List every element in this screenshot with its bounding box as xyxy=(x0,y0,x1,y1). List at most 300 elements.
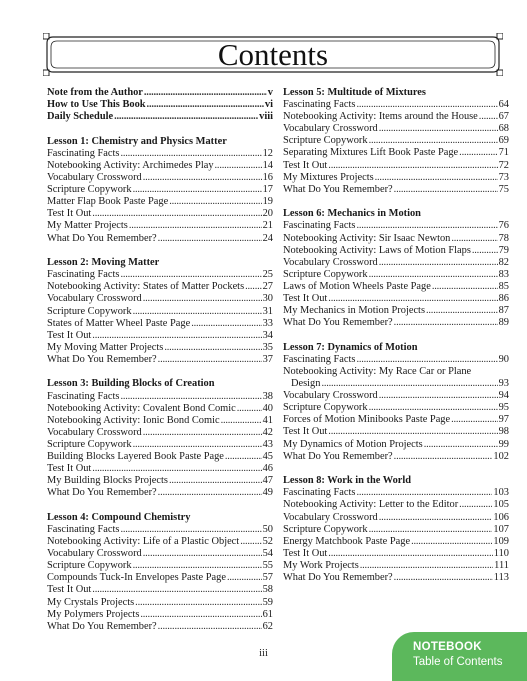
entry-page: viii xyxy=(259,111,273,123)
entry-label: Test It Out xyxy=(283,293,328,304)
toc-entry[interactable] xyxy=(283,172,509,184)
dot-leader xyxy=(92,463,261,475)
entry-label: Notebooking Activity: Archimedes Play xyxy=(47,159,214,171)
entry-page: 16 xyxy=(262,172,273,184)
entry-label: Notebooking Activity: Life of a Plastic Object xyxy=(47,536,240,548)
toc-entry[interactable] xyxy=(47,172,273,184)
entry-page: 20 xyxy=(262,208,273,220)
entry-page: 24 xyxy=(262,232,273,244)
entry-label: Notebooking Activity: States of Matter Pockets xyxy=(47,281,245,293)
entry-label: My Matter Projects xyxy=(47,220,128,232)
entry-label: What Do You Remember? xyxy=(47,487,157,499)
entry-label: What Do You Remember? xyxy=(283,183,393,195)
lesson-section xyxy=(47,512,273,633)
dot-leader xyxy=(356,220,497,232)
dot-leader xyxy=(133,184,262,196)
dot-leader xyxy=(472,245,498,257)
entry-label: Fascinating Facts xyxy=(283,99,356,111)
contents-left-column xyxy=(47,87,273,645)
entry-page: 17 xyxy=(262,184,273,196)
toc-entry[interactable] xyxy=(283,220,509,232)
toc-entry[interactable] xyxy=(283,536,509,548)
dot-leader xyxy=(411,536,492,548)
dot-leader xyxy=(143,293,262,305)
front-matter xyxy=(47,87,273,123)
entry-page: 62 xyxy=(262,620,273,632)
toc-entry[interactable] xyxy=(47,609,273,621)
toc-entry[interactable] xyxy=(47,403,273,415)
entry-label: Scripture Copywork xyxy=(47,184,132,196)
toc-entry[interactable] xyxy=(47,269,273,281)
left-lessons xyxy=(47,136,273,633)
dot-leader xyxy=(225,451,262,463)
dot-leader xyxy=(133,439,262,451)
dot-leader xyxy=(394,317,498,329)
entry-label: Test It Out xyxy=(283,547,328,559)
entry-label: Notebooking Activity: Sir Isaac Newton xyxy=(283,232,451,244)
dot-leader xyxy=(356,487,492,499)
entry-label: Fascinating Facts xyxy=(47,147,120,159)
entry-label: Matter Flap Book Paste Page xyxy=(47,196,169,208)
dot-leader xyxy=(394,451,493,463)
dot-leader xyxy=(237,403,262,415)
dot-leader xyxy=(356,99,497,111)
toc-entry[interactable] xyxy=(283,184,509,196)
entry-page: 75 xyxy=(498,183,509,195)
entry-label: Energy Matchbook Paste Page xyxy=(283,535,411,547)
dot-leader xyxy=(328,548,493,560)
entry-page: 25 xyxy=(262,269,273,281)
dot-leader xyxy=(240,536,261,548)
dot-leader xyxy=(432,281,498,293)
dot-leader xyxy=(140,609,261,621)
entry-label: My Mechanics in Motion Projects xyxy=(283,305,425,317)
dot-leader xyxy=(356,354,497,366)
dot-leader xyxy=(451,414,498,426)
entry-label: States of Matter Wheel Paste Page xyxy=(47,317,191,329)
entry-page: 113 xyxy=(493,571,509,583)
toc-entry[interactable] xyxy=(283,123,509,135)
entry-page: 99 xyxy=(498,438,509,450)
entry-label: Fascinating Facts xyxy=(283,487,356,499)
entry-label: Laws of Motion Wheels Paste Page xyxy=(283,280,431,292)
entry-label: Fascinating Facts xyxy=(47,524,120,535)
toc-entry[interactable] xyxy=(47,111,273,123)
lesson-section xyxy=(47,257,273,366)
dot-leader xyxy=(451,233,497,245)
dot-leader xyxy=(328,426,497,438)
toc-entry[interactable] xyxy=(283,317,509,329)
entry-page: 61 xyxy=(262,608,273,620)
entry-page: 14 xyxy=(262,159,273,171)
entry-label: My Crystals Projects xyxy=(47,596,135,608)
toc-entry[interactable] xyxy=(283,99,509,111)
entry-label: Fascinating Facts xyxy=(47,390,120,402)
entry-label: Scripture Copywork xyxy=(47,305,132,317)
dot-leader xyxy=(144,87,267,99)
entry-page: 89 xyxy=(498,317,509,329)
toc-entry[interactable] xyxy=(47,293,273,305)
toc-entry[interactable] xyxy=(47,99,273,111)
dot-leader xyxy=(426,305,498,317)
dot-leader xyxy=(158,487,262,499)
dot-leader xyxy=(459,147,497,159)
dot-leader xyxy=(92,330,261,342)
dot-leader xyxy=(394,572,493,584)
toc-entry[interactable] xyxy=(283,560,509,572)
entry-page: 58 xyxy=(262,584,273,596)
entry-page: 87 xyxy=(498,305,509,317)
entry-page: 35 xyxy=(262,341,273,353)
entry-page: 93 xyxy=(498,378,509,390)
dot-leader xyxy=(169,196,261,208)
toc-entry[interactable] xyxy=(47,536,273,548)
toc-entry[interactable] xyxy=(47,597,273,609)
entry-label: Scripture Copywork xyxy=(283,135,368,147)
toc-entry[interactable] xyxy=(283,269,509,281)
toc-entry[interactable] xyxy=(47,487,273,499)
toc-entry[interactable] xyxy=(47,342,273,354)
lesson-heading: Lesson 2: Moving Matter xyxy=(47,257,160,269)
toc-entry[interactable] xyxy=(283,366,509,390)
entry-label: Notebooking Activity: Ionic Bond Comic xyxy=(47,414,220,426)
dot-leader xyxy=(120,269,261,281)
entry-label: Note from the Author xyxy=(47,87,143,98)
entry-page: 73 xyxy=(498,171,509,183)
toc-entry[interactable] xyxy=(283,233,509,245)
entry-page: 27 xyxy=(262,281,273,293)
dot-leader xyxy=(424,439,498,451)
entry-label: Scripture Copywork xyxy=(283,402,368,414)
entry-page: 43 xyxy=(262,438,273,450)
dot-leader xyxy=(120,524,261,536)
toc-entry[interactable] xyxy=(47,160,273,172)
right-lessons xyxy=(283,87,509,584)
toc-entry[interactable] xyxy=(283,572,509,584)
entry-page: 103 xyxy=(493,487,509,499)
entry-page: 94 xyxy=(498,390,509,402)
entry-page: 95 xyxy=(498,402,509,414)
section-tab xyxy=(392,632,527,681)
tab-label-notebook: NOTEBOOK xyxy=(413,641,482,653)
entry-page: 71 xyxy=(498,147,509,159)
toc-entry[interactable] xyxy=(47,354,273,366)
dot-leader xyxy=(379,257,498,269)
lesson-section xyxy=(283,87,509,196)
entry-page: 98 xyxy=(498,426,509,438)
dot-leader xyxy=(459,499,492,511)
lesson-heading: Lesson 6: Mechanics in Motion xyxy=(283,208,421,220)
entry-label: What Do You Remember? xyxy=(283,317,393,329)
tab-label-section: Table of Contents xyxy=(413,656,503,668)
entry-label: Vocabulary Crossword xyxy=(283,511,378,523)
entry-label: Daily Schedule xyxy=(47,111,114,123)
entry-label: Scripture Copywork xyxy=(283,268,368,280)
entry-label: Vocabulary Crossword xyxy=(47,548,142,560)
dot-leader xyxy=(328,160,497,172)
entry-page: 64 xyxy=(498,99,509,111)
dot-leader xyxy=(215,160,262,172)
entry-page: 79 xyxy=(498,244,509,256)
entry-label: Notebooking Activity: Items around the House xyxy=(283,111,478,123)
entry-page: 85 xyxy=(498,280,509,292)
entry-label: Notebooking Activity: My Race Car or Plane xyxy=(283,365,472,377)
entry-page: 31 xyxy=(262,305,273,317)
dot-leader xyxy=(221,415,262,427)
toc-entry[interactable] xyxy=(47,318,273,330)
entry-page: 59 xyxy=(262,596,273,608)
entry-label: Fascinating Facts xyxy=(47,269,120,281)
entry-page: 109 xyxy=(493,535,509,547)
entry-label: Forces of Motion Minibooks Paste Page xyxy=(283,414,451,426)
lesson-section xyxy=(47,136,273,245)
page-title: Contents xyxy=(217,37,329,72)
toc-entry[interactable] xyxy=(283,487,509,499)
entry-label: What Do You Remember? xyxy=(283,450,393,462)
lesson-section xyxy=(283,208,509,329)
toc-entry[interactable] xyxy=(283,402,509,414)
entry-page: 12 xyxy=(262,147,273,159)
dot-leader xyxy=(379,512,493,524)
dot-leader xyxy=(164,342,261,354)
entry-page: 67 xyxy=(498,111,509,123)
entry-label: Test It Out xyxy=(47,584,92,596)
entry-page: 55 xyxy=(262,560,273,572)
entry-page: 34 xyxy=(262,329,273,341)
entry-page: 46 xyxy=(262,463,273,475)
entry-label: Test It Out xyxy=(283,426,328,438)
toc-entry[interactable] xyxy=(283,548,509,560)
entry-label: My Polymers Projects xyxy=(47,608,140,620)
entry-page: 52 xyxy=(262,536,273,548)
entry-page: 54 xyxy=(262,548,273,560)
dot-leader xyxy=(479,111,498,123)
entry-label-continuation: Design xyxy=(291,378,321,390)
entry-page: 49 xyxy=(262,487,273,499)
lesson-heading: Lesson 3: Building Blocks of Creation xyxy=(47,378,215,390)
dot-leader xyxy=(133,306,262,318)
dot-leader xyxy=(92,584,261,596)
entry-label: Fascinating Facts xyxy=(283,353,356,365)
dot-leader xyxy=(147,99,264,111)
entry-label: Vocabulary Crossword xyxy=(47,293,142,305)
entry-page: 105 xyxy=(493,499,509,511)
dot-leader xyxy=(369,402,498,414)
entry-label: What Do You Remember? xyxy=(47,620,157,632)
dot-leader xyxy=(143,427,262,439)
toc-entry[interactable] xyxy=(283,245,509,257)
dot-leader xyxy=(191,318,261,330)
entry-page: 33 xyxy=(262,317,273,329)
lesson-heading: Lesson 4: Compound Chemistry xyxy=(47,511,191,523)
entry-page: 45 xyxy=(262,451,273,463)
entry-page: 83 xyxy=(498,268,509,280)
dot-leader xyxy=(143,548,262,560)
toc-entry[interactable] xyxy=(283,160,509,172)
entry-label: Test It Out xyxy=(47,463,92,475)
entry-page: 19 xyxy=(262,196,273,208)
entry-page: 102 xyxy=(493,450,509,462)
entry-page: 41 xyxy=(262,414,273,426)
toc-entry[interactable] xyxy=(47,330,273,342)
entry-page: 111 xyxy=(494,559,509,571)
toc-entry[interactable] xyxy=(47,548,273,560)
toc-entry[interactable] xyxy=(47,427,273,439)
toc-entry[interactable] xyxy=(47,572,273,584)
entry-page: 30 xyxy=(262,293,273,305)
entry-label: Compounds Tuck-In Envelopes Paste Page xyxy=(47,572,226,584)
toc-entry[interactable] xyxy=(47,87,273,99)
entry-page: 47 xyxy=(262,475,273,487)
lesson-section xyxy=(283,475,509,584)
entry-label: Vocabulary Crossword xyxy=(283,256,378,268)
entry-page: 38 xyxy=(262,390,273,402)
entry-label: My Work Projects xyxy=(283,559,359,571)
entry-page: 72 xyxy=(498,159,509,171)
dot-leader xyxy=(129,220,262,232)
toc-entry[interactable] xyxy=(47,220,273,232)
toc-entry[interactable] xyxy=(283,524,509,536)
toc-entry[interactable] xyxy=(47,415,273,427)
dot-leader xyxy=(379,390,498,402)
toc-entry[interactable] xyxy=(47,463,273,475)
lesson-heading: Lesson 5: Multitude of Mixtures xyxy=(283,87,426,98)
toc-entry[interactable] xyxy=(47,560,273,572)
dot-leader xyxy=(369,269,498,281)
entry-page: 97 xyxy=(498,414,509,426)
entry-label: My Moving Matter Projects xyxy=(47,341,164,353)
entry-page: 90 xyxy=(498,353,509,365)
entry-page: 50 xyxy=(262,524,273,535)
entry-label: My Dynamics of Motion Projects xyxy=(283,438,423,450)
toc-entry[interactable] xyxy=(283,293,509,305)
entry-page: 21 xyxy=(262,220,273,232)
toc-entry[interactable] xyxy=(47,524,273,536)
toc-entry[interactable] xyxy=(47,391,273,403)
entry-page: 110 xyxy=(493,547,509,559)
entry-page: 82 xyxy=(498,256,509,268)
toc-entry[interactable] xyxy=(47,233,273,245)
toc-entry[interactable] xyxy=(47,148,273,160)
entry-page: 76 xyxy=(498,220,509,232)
toc-entry[interactable] xyxy=(283,147,509,159)
toc-entry[interactable] xyxy=(283,281,509,293)
toc-entry[interactable] xyxy=(47,621,273,633)
entry-continuation-row xyxy=(283,378,509,390)
entry-page: 86 xyxy=(498,293,509,304)
toc-entry[interactable] xyxy=(283,135,509,147)
entry-label: How to Use This Book xyxy=(47,99,146,111)
entry-label: Vocabulary Crossword xyxy=(283,123,378,135)
contents-right-column xyxy=(283,87,509,597)
entry-label: Notebooking Activity: Letter to the Editor xyxy=(283,499,459,511)
entry-label: Notebooking Activity: Laws of Motion Flaps xyxy=(283,244,471,256)
toc-entry[interactable] xyxy=(283,257,509,269)
dot-leader xyxy=(120,148,261,160)
entry-page: 57 xyxy=(262,572,273,584)
toc-entry[interactable] xyxy=(283,451,509,463)
toc-entry[interactable] xyxy=(283,426,509,438)
toc-entry[interactable] xyxy=(47,196,273,208)
lesson-section xyxy=(283,342,509,463)
entry-label: Vocabulary Crossword xyxy=(47,426,142,438)
entry-page: 42 xyxy=(262,426,273,438)
dot-leader xyxy=(394,184,498,196)
dot-leader xyxy=(92,208,261,220)
lesson-heading: Lesson 8: Work in the World xyxy=(283,475,412,487)
entry-label: What Do You Remember? xyxy=(47,232,157,244)
entry-label: My Building Blocks Projects xyxy=(47,475,168,487)
toc-entry[interactable] xyxy=(47,475,273,487)
dot-leader xyxy=(158,621,262,633)
entry-label: Notebooking Activity: Covalent Bond Comic xyxy=(47,402,236,414)
dot-leader xyxy=(135,597,261,609)
toc-entry[interactable] xyxy=(283,305,509,317)
entry-page: 68 xyxy=(498,123,509,135)
entry-page: 106 xyxy=(493,511,509,523)
entry-label: Scripture Copywork xyxy=(47,560,132,572)
entry-label: Vocabulary Crossword xyxy=(47,172,142,184)
dot-leader xyxy=(321,378,497,390)
dot-leader xyxy=(375,172,498,184)
entry-label: Scripture Copywork xyxy=(47,438,132,450)
entry-label: Vocabulary Crossword xyxy=(283,390,378,402)
dot-leader xyxy=(369,135,498,147)
dot-leader xyxy=(227,572,262,584)
dot-leader xyxy=(120,391,261,403)
lesson-heading: Lesson 1: Chemistry and Physics Matter xyxy=(47,135,227,147)
toc-entry[interactable] xyxy=(47,584,273,596)
dot-leader xyxy=(158,233,262,245)
entry-page: 107 xyxy=(493,523,509,535)
toc-entry[interactable] xyxy=(47,281,273,293)
dot-leader xyxy=(369,524,493,536)
dot-leader xyxy=(360,560,493,572)
toc-entry[interactable] xyxy=(47,439,273,451)
entry-label: Scripture Copywork xyxy=(283,523,368,535)
toc-entry[interactable] xyxy=(47,451,273,463)
entry-page: 78 xyxy=(498,232,509,244)
dot-leader xyxy=(114,111,258,123)
dot-leader xyxy=(143,172,262,184)
toc-entry[interactable] xyxy=(47,306,273,318)
dot-leader xyxy=(379,123,498,135)
toc-entry[interactable] xyxy=(283,111,509,123)
entry-label: What Do You Remember? xyxy=(47,353,157,365)
entry-page: 37 xyxy=(262,353,273,365)
dot-leader xyxy=(169,475,262,487)
lesson-heading: Lesson 7: Dynamics of Motion xyxy=(283,341,418,353)
toc-entry[interactable] xyxy=(47,208,273,220)
dot-leader xyxy=(158,354,262,366)
lesson-section xyxy=(47,378,273,499)
toc-entry[interactable] xyxy=(47,184,273,196)
toc-entry[interactable] xyxy=(283,414,509,426)
toc-entry[interactable] xyxy=(283,499,509,511)
dot-leader xyxy=(245,281,262,293)
page-number: iii xyxy=(259,648,268,659)
dot-leader xyxy=(328,293,497,305)
entry-label: Test It Out xyxy=(47,329,92,341)
toc-entry[interactable] xyxy=(283,512,509,524)
entry-label: What Do You Remember? xyxy=(283,571,393,583)
entry-label: Test It Out xyxy=(283,159,328,171)
toc-entry[interactable] xyxy=(283,354,509,366)
entry-label: Separating Mixtures Lift Book Paste Page xyxy=(283,147,459,159)
entry-page: vi xyxy=(264,99,273,111)
toc-entry[interactable] xyxy=(283,390,509,402)
toc-entry[interactable] xyxy=(283,439,509,451)
